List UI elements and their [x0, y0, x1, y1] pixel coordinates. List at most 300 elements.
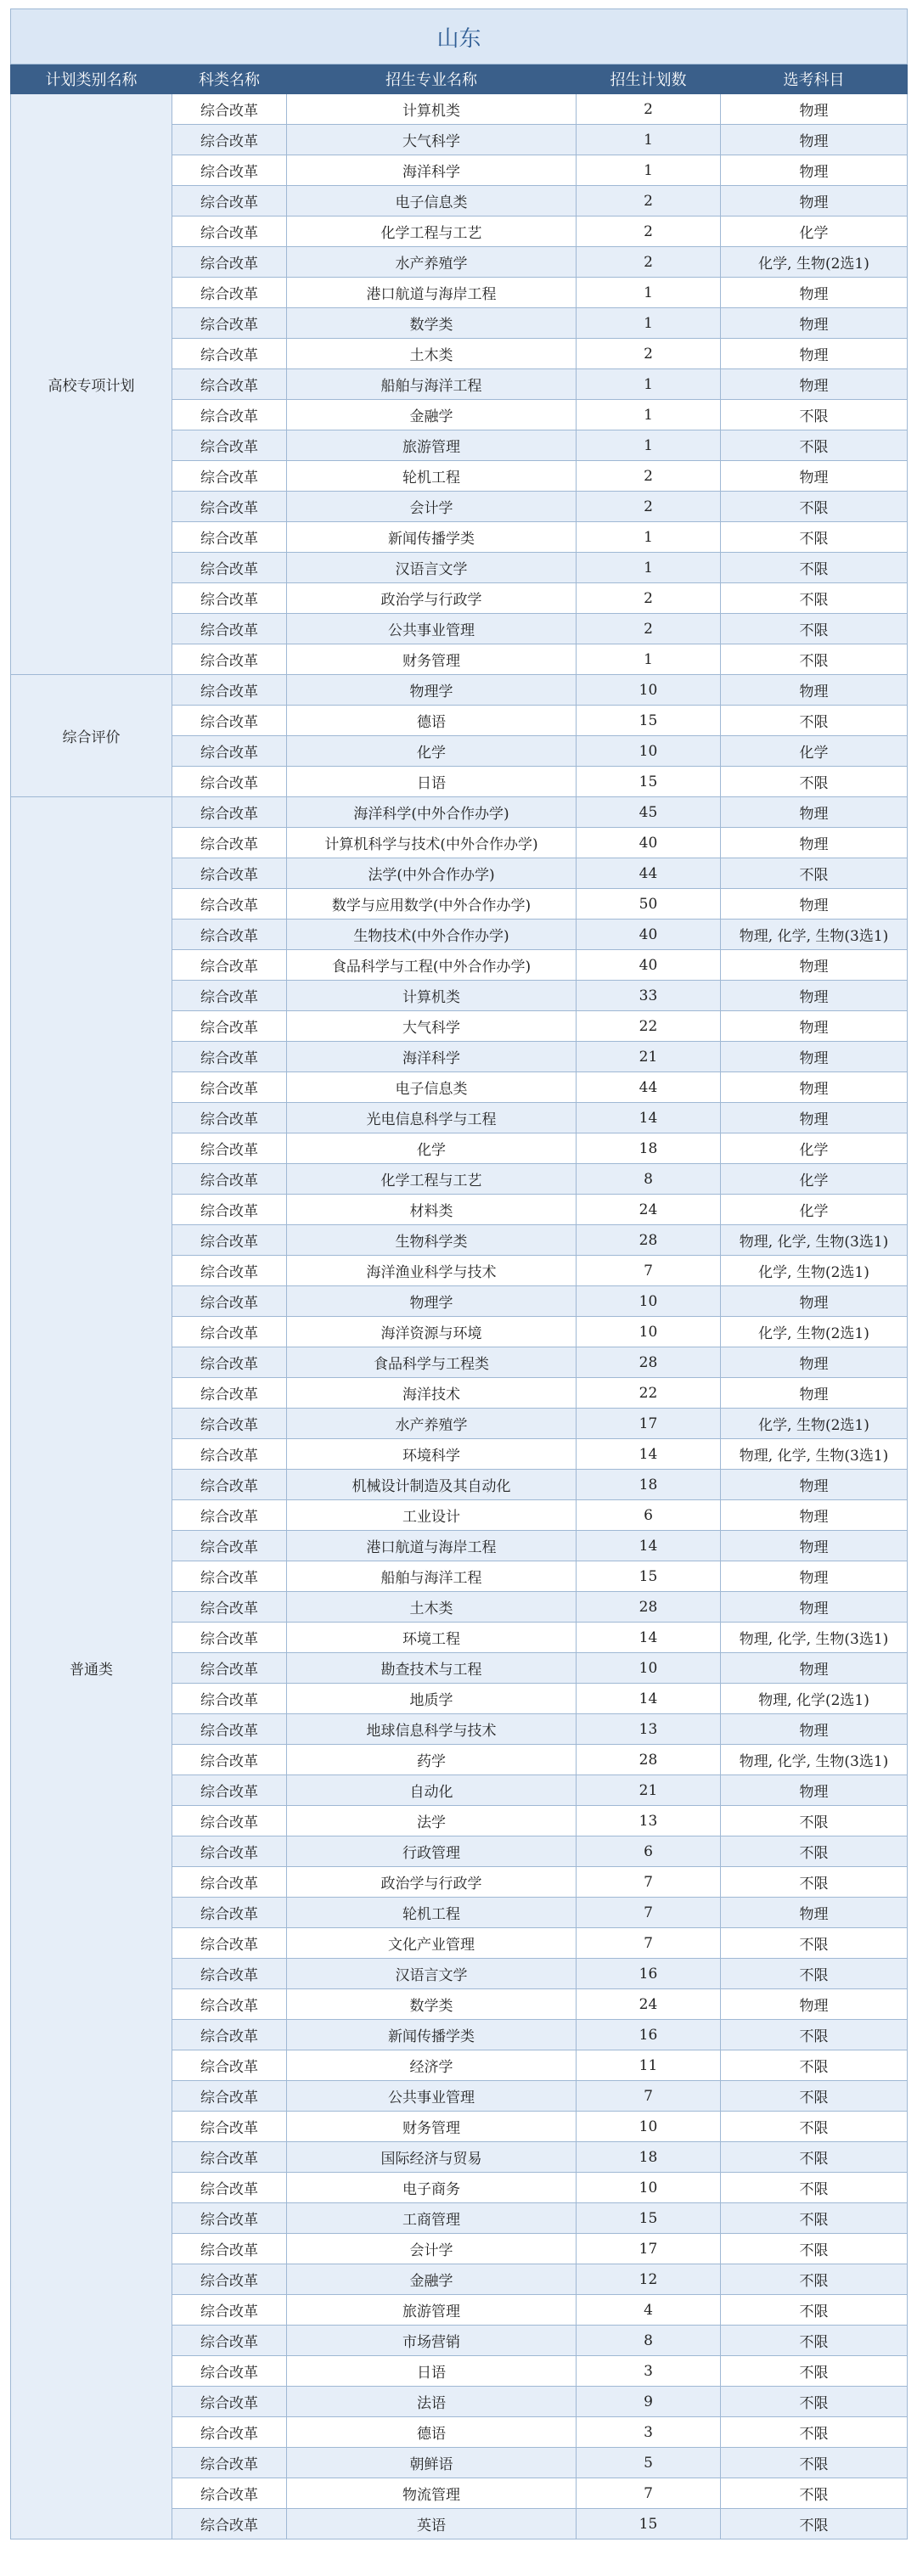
subject-type-cell: 综合改革 — [172, 461, 287, 492]
plan-category-cell: 普通类 — [11, 797, 172, 2539]
plan-count-cell: 45 — [577, 797, 721, 828]
elective-subjects-cell: 物理 — [721, 94, 908, 125]
major-name-cell: 汉语言文学 — [287, 1959, 577, 1989]
title-row — [11, 9, 908, 65]
plan-count-cell: 24 — [577, 1989, 721, 2020]
plan-count-cell: 18 — [577, 1470, 721, 1500]
major-name-cell: 德语 — [287, 2417, 577, 2448]
major-name-cell: 环境工程 — [287, 1623, 577, 1653]
major-name-cell: 地球信息科学与技术 — [287, 1714, 577, 1745]
subject-type-cell: 综合改革 — [172, 2203, 287, 2234]
plan-count-cell: 28 — [577, 1225, 721, 1256]
elective-subjects-cell: 不限 — [721, 583, 908, 614]
elective-subjects-cell: 物理 — [721, 1042, 908, 1072]
subject-type-cell: 综合改革 — [172, 2326, 287, 2356]
subject-type-cell: 综合改革 — [172, 1836, 287, 1867]
plan-count-cell: 10 — [577, 1286, 721, 1317]
plan-count-cell: 33 — [577, 981, 721, 1011]
elective-subjects-cell: 物理, 化学, 生物(3选1) — [721, 1225, 908, 1256]
subject-type-cell: 综合改革 — [172, 1775, 287, 1806]
plan-count-cell: 18 — [577, 2142, 721, 2173]
table-row — [11, 94, 908, 125]
header-subject-type: 科类名称 — [172, 65, 287, 94]
major-name-cell: 化学 — [287, 736, 577, 767]
major-name-cell: 海洋资源与环境 — [287, 1317, 577, 1347]
major-name-cell: 政治学与行政学 — [287, 583, 577, 614]
major-name-cell: 电子信息类 — [287, 186, 577, 217]
major-name-cell: 海洋科学 — [287, 155, 577, 186]
elective-subjects-cell: 不限 — [721, 2173, 908, 2203]
major-name-cell: 土木类 — [287, 1592, 577, 1623]
elective-subjects-cell: 物理, 化学, 生物(3选1) — [721, 920, 908, 950]
plan-count-cell: 6 — [577, 1836, 721, 1867]
elective-subjects-cell: 物理 — [721, 308, 908, 339]
elective-subjects-cell: 不限 — [721, 2234, 908, 2264]
plan-count-cell: 1 — [577, 553, 721, 583]
subject-type-cell: 综合改革 — [172, 1317, 287, 1347]
major-name-cell: 化学工程与工艺 — [287, 1164, 577, 1195]
plan-count-cell: 16 — [577, 2020, 721, 2050]
elective-subjects-cell: 物理 — [721, 1347, 908, 1378]
subject-type-cell: 综合改革 — [172, 1042, 287, 1072]
plan-count-cell: 3 — [577, 2417, 721, 2448]
elective-subjects-cell: 不限 — [721, 2142, 908, 2173]
plan-count-cell: 28 — [577, 1592, 721, 1623]
plan-count-cell: 4 — [577, 2295, 721, 2326]
plan-count-cell: 40 — [577, 950, 721, 981]
elective-subjects-cell: 物理 — [721, 1500, 908, 1531]
subject-type-cell: 综合改革 — [172, 675, 287, 706]
elective-subjects-cell: 不限 — [721, 2326, 908, 2356]
plan-count-cell: 1 — [577, 400, 721, 430]
elective-subjects-cell: 不限 — [721, 2203, 908, 2234]
subject-type-cell: 综合改革 — [172, 1256, 287, 1286]
major-name-cell: 电子信息类 — [287, 1072, 577, 1103]
major-name-cell: 海洋渔业科学与技术 — [287, 1256, 577, 1286]
major-name-cell: 物理学 — [287, 675, 577, 706]
elective-subjects-cell: 物理 — [721, 889, 908, 920]
major-name-cell: 海洋技术 — [287, 1378, 577, 1409]
subject-type-cell: 综合改革 — [172, 2020, 287, 2050]
subject-type-cell: 综合改革 — [172, 1133, 287, 1164]
elective-subjects-cell: 不限 — [721, 1836, 908, 1867]
subject-type-cell: 综合改革 — [172, 1561, 287, 1592]
elective-subjects-cell: 物理 — [721, 1714, 908, 1745]
major-name-cell: 经济学 — [287, 2050, 577, 2081]
major-name-cell: 法学(中外合作办学) — [287, 858, 577, 889]
subject-type-cell: 综合改革 — [172, 430, 287, 461]
plan-count-cell: 2 — [577, 461, 721, 492]
subject-type-cell: 综合改革 — [172, 2173, 287, 2203]
plan-count-cell: 40 — [577, 920, 721, 950]
plan-count-cell: 13 — [577, 1806, 721, 1836]
subject-type-cell: 综合改革 — [172, 920, 287, 950]
elective-subjects-cell: 物理 — [721, 675, 908, 706]
subject-type-cell: 综合改革 — [172, 858, 287, 889]
elective-subjects-cell: 物理 — [721, 950, 908, 981]
major-name-cell: 新闻传播学类 — [287, 522, 577, 553]
subject-type-cell: 综合改革 — [172, 2050, 287, 2081]
subject-type-cell: 综合改革 — [172, 1928, 287, 1959]
subject-type-cell: 综合改革 — [172, 125, 287, 155]
subject-type-cell: 综合改革 — [172, 1286, 287, 1317]
plan-count-cell: 14 — [577, 1684, 721, 1714]
plan-count-cell: 21 — [577, 1775, 721, 1806]
major-name-cell: 地质学 — [287, 1684, 577, 1714]
plan-count-cell: 18 — [577, 1133, 721, 1164]
subject-type-cell: 综合改革 — [172, 736, 287, 767]
elective-subjects-cell: 物理 — [721, 125, 908, 155]
major-name-cell: 计算机类 — [287, 94, 577, 125]
elective-subjects-cell: 物理 — [721, 278, 908, 308]
subject-type-cell: 综合改革 — [172, 186, 287, 217]
elective-subjects-cell: 物理 — [721, 1072, 908, 1103]
major-name-cell: 生物科学类 — [287, 1225, 577, 1256]
subject-type-cell: 综合改革 — [172, 1195, 287, 1225]
plan-category-cell: 综合评价 — [11, 675, 172, 797]
plan-count-cell: 1 — [577, 155, 721, 186]
subject-type-cell: 综合改革 — [172, 247, 287, 278]
elective-subjects-cell: 不限 — [721, 2417, 908, 2448]
plan-count-cell: 2 — [577, 339, 721, 369]
elective-subjects-cell: 物理 — [721, 1561, 908, 1592]
plan-count-cell: 10 — [577, 1317, 721, 1347]
header-plan-count: 招生计划数 — [577, 65, 721, 94]
major-name-cell: 物流管理 — [287, 2478, 577, 2509]
major-name-cell: 德语 — [287, 706, 577, 736]
major-name-cell: 行政管理 — [287, 1836, 577, 1867]
plan-count-cell: 9 — [577, 2387, 721, 2417]
subject-type-cell: 综合改革 — [172, 2448, 287, 2478]
elective-subjects-cell: 化学 — [721, 217, 908, 247]
plan-count-cell: 2 — [577, 583, 721, 614]
subject-type-cell: 综合改革 — [172, 889, 287, 920]
plan-count-cell: 28 — [577, 1347, 721, 1378]
major-name-cell: 旅游管理 — [287, 2295, 577, 2326]
elective-subjects-cell: 物理 — [721, 1103, 908, 1133]
plan-count-cell: 7 — [577, 1898, 721, 1928]
major-name-cell: 水产养殖学 — [287, 247, 577, 278]
subject-type-cell: 综合改革 — [172, 1745, 287, 1775]
plan-count-cell: 21 — [577, 1042, 721, 1072]
plan-count-cell: 50 — [577, 889, 721, 920]
elective-subjects-cell: 物理 — [721, 1775, 908, 1806]
major-name-cell: 自动化 — [287, 1775, 577, 1806]
plan-count-cell: 15 — [577, 2509, 721, 2539]
elective-subjects-cell: 物理 — [721, 1653, 908, 1684]
plan-count-cell: 1 — [577, 522, 721, 553]
major-name-cell: 新闻传播学类 — [287, 2020, 577, 2050]
major-name-cell: 化学 — [287, 1133, 577, 1164]
subject-type-cell: 综合改革 — [172, 492, 287, 522]
elective-subjects-cell: 不限 — [721, 492, 908, 522]
major-name-cell: 政治学与行政学 — [287, 1867, 577, 1898]
major-name-cell: 会计学 — [287, 492, 577, 522]
major-name-cell: 物理学 — [287, 1286, 577, 1317]
elective-subjects-cell: 物理 — [721, 1989, 908, 2020]
elective-subjects-cell: 不限 — [721, 2387, 908, 2417]
major-name-cell: 旅游管理 — [287, 430, 577, 461]
subject-type-cell: 综合改革 — [172, 1439, 287, 1470]
table-title: 山东 — [11, 9, 908, 65]
subject-type-cell: 综合改革 — [172, 767, 287, 797]
plan-count-cell: 15 — [577, 767, 721, 797]
subject-type-cell: 综合改革 — [172, 339, 287, 369]
table-row — [11, 675, 908, 706]
subject-type-cell: 综合改革 — [172, 797, 287, 828]
subject-type-cell: 综合改革 — [172, 1011, 287, 1042]
subject-type-cell: 综合改革 — [172, 1592, 287, 1623]
elective-subjects-cell: 物理 — [721, 1378, 908, 1409]
plan-count-cell: 16 — [577, 1959, 721, 1989]
subject-type-cell: 综合改革 — [172, 1378, 287, 1409]
major-name-cell: 朝鲜语 — [287, 2448, 577, 2478]
plan-count-cell: 8 — [577, 2326, 721, 2356]
subject-type-cell: 综合改革 — [172, 2356, 287, 2387]
elective-subjects-cell: 化学, 生物(2选1) — [721, 1409, 908, 1439]
subject-type-cell: 综合改革 — [172, 828, 287, 858]
major-name-cell: 金融学 — [287, 400, 577, 430]
major-name-cell: 水产养殖学 — [287, 1409, 577, 1439]
plan-count-cell: 15 — [577, 1561, 721, 1592]
major-name-cell: 公共事业管理 — [287, 614, 577, 644]
major-name-cell: 数学类 — [287, 1989, 577, 2020]
subject-type-cell: 综合改革 — [172, 2142, 287, 2173]
elective-subjects-cell: 不限 — [721, 706, 908, 736]
elective-subjects-cell: 化学, 生物(2选1) — [721, 1317, 908, 1347]
elective-subjects-cell: 不限 — [721, 2448, 908, 2478]
major-name-cell: 英语 — [287, 2509, 577, 2539]
plan-count-cell: 11 — [577, 2050, 721, 2081]
plan-count-cell: 1 — [577, 278, 721, 308]
subject-type-cell: 综合改革 — [172, 1500, 287, 1531]
subject-type-cell: 综合改革 — [172, 950, 287, 981]
plan-count-cell: 44 — [577, 858, 721, 889]
elective-subjects-cell: 物理 — [721, 186, 908, 217]
major-name-cell: 大气科学 — [287, 1011, 577, 1042]
elective-subjects-cell: 不限 — [721, 2020, 908, 2050]
plan-count-cell: 1 — [577, 125, 721, 155]
subject-type-cell: 综合改革 — [172, 1225, 287, 1256]
elective-subjects-cell: 不限 — [721, 1959, 908, 1989]
elective-subjects-cell: 不限 — [721, 1806, 908, 1836]
major-name-cell: 港口航道与海岸工程 — [287, 278, 577, 308]
subject-type-cell: 综合改革 — [172, 2478, 287, 2509]
plan-count-cell: 8 — [577, 1164, 721, 1195]
subject-type-cell: 综合改革 — [172, 644, 287, 675]
subject-type-cell: 综合改革 — [172, 1653, 287, 1684]
subject-type-cell: 综合改革 — [172, 2417, 287, 2448]
subject-type-cell: 综合改革 — [172, 217, 287, 247]
plan-count-cell: 13 — [577, 1714, 721, 1745]
elective-subjects-cell: 不限 — [721, 400, 908, 430]
subject-type-cell: 综合改革 — [172, 308, 287, 339]
plan-count-cell: 14 — [577, 1531, 721, 1561]
subject-type-cell: 综合改革 — [172, 2112, 287, 2142]
subject-type-cell: 综合改革 — [172, 1164, 287, 1195]
header-row — [11, 65, 908, 94]
plan-count-cell: 10 — [577, 736, 721, 767]
elective-subjects-cell: 化学, 生物(2选1) — [721, 1256, 908, 1286]
elective-subjects-cell: 不限 — [721, 1867, 908, 1898]
plan-count-cell: 12 — [577, 2264, 721, 2295]
subject-type-cell: 综合改革 — [172, 1072, 287, 1103]
major-name-cell: 船舶与海洋工程 — [287, 1561, 577, 1592]
subject-type-cell: 综合改革 — [172, 1959, 287, 1989]
elective-subjects-cell: 物理 — [721, 1286, 908, 1317]
major-name-cell: 工业设计 — [287, 1500, 577, 1531]
plan-count-cell: 14 — [577, 1623, 721, 1653]
elective-subjects-cell: 不限 — [721, 2112, 908, 2142]
major-name-cell: 文化产业管理 — [287, 1928, 577, 1959]
plan-count-cell: 2 — [577, 614, 721, 644]
major-name-cell: 数学类 — [287, 308, 577, 339]
major-name-cell: 公共事业管理 — [287, 2081, 577, 2112]
subject-type-cell: 综合改革 — [172, 2387, 287, 2417]
plan-count-cell: 17 — [577, 2234, 721, 2264]
major-name-cell: 电子商务 — [287, 2173, 577, 2203]
plan-count-cell: 24 — [577, 1195, 721, 1225]
elective-subjects-cell: 化学 — [721, 1133, 908, 1164]
elective-subjects-cell: 物理 — [721, 369, 908, 400]
subject-type-cell: 综合改革 — [172, 1989, 287, 2020]
major-name-cell: 数学与应用数学(中外合作办学) — [287, 889, 577, 920]
header-plan-category: 计划类别名称 — [11, 65, 172, 94]
plan-count-cell: 6 — [577, 1500, 721, 1531]
plan-count-cell: 15 — [577, 2203, 721, 2234]
major-name-cell: 化学工程与工艺 — [287, 217, 577, 247]
major-name-cell: 会计学 — [287, 2234, 577, 2264]
plan-count-cell: 14 — [577, 1103, 721, 1133]
subject-type-cell: 综合改革 — [172, 2264, 287, 2295]
elective-subjects-cell: 物理, 化学, 生物(3选1) — [721, 1745, 908, 1775]
major-name-cell: 土木类 — [287, 339, 577, 369]
plan-count-cell: 17 — [577, 1409, 721, 1439]
subject-type-cell: 综合改革 — [172, 1623, 287, 1653]
major-name-cell: 勘查技术与工程 — [287, 1653, 577, 1684]
major-name-cell: 法语 — [287, 2387, 577, 2417]
subject-type-cell: 综合改革 — [172, 2081, 287, 2112]
header-major-name: 招生专业名称 — [287, 65, 577, 94]
plan-count-cell: 10 — [577, 2173, 721, 2203]
subject-type-cell: 综合改革 — [172, 1103, 287, 1133]
major-name-cell: 计算机类 — [287, 981, 577, 1011]
elective-subjects-cell: 物理 — [721, 797, 908, 828]
elective-subjects-cell: 不限 — [721, 2050, 908, 2081]
plan-count-cell: 22 — [577, 1378, 721, 1409]
elective-subjects-cell: 物理, 化学, 生物(3选1) — [721, 1439, 908, 1470]
major-name-cell: 轮机工程 — [287, 461, 577, 492]
major-name-cell: 法学 — [287, 1806, 577, 1836]
plan-count-cell: 2 — [577, 186, 721, 217]
elective-subjects-cell: 不限 — [721, 553, 908, 583]
subject-type-cell: 综合改革 — [172, 94, 287, 125]
elective-subjects-cell: 不限 — [721, 2356, 908, 2387]
elective-subjects-cell: 物理 — [721, 155, 908, 186]
elective-subjects-cell: 物理 — [721, 828, 908, 858]
elective-subjects-cell: 物理 — [721, 981, 908, 1011]
major-name-cell: 海洋科学(中外合作办学) — [287, 797, 577, 828]
major-name-cell: 市场营销 — [287, 2326, 577, 2356]
major-name-cell: 大气科学 — [287, 125, 577, 155]
elective-subjects-cell: 化学 — [721, 1164, 908, 1195]
elective-subjects-cell: 不限 — [721, 767, 908, 797]
plan-count-cell: 22 — [577, 1011, 721, 1042]
subject-type-cell: 综合改革 — [172, 614, 287, 644]
plan-count-cell: 7 — [577, 1256, 721, 1286]
subject-type-cell: 综合改革 — [172, 706, 287, 736]
plan-category-cell: 高校专项计划 — [11, 94, 172, 675]
plan-count-cell: 10 — [577, 1653, 721, 1684]
subject-type-cell: 综合改革 — [172, 1898, 287, 1928]
major-name-cell: 港口航道与海岸工程 — [287, 1531, 577, 1561]
plan-count-cell: 2 — [577, 492, 721, 522]
subject-type-cell: 综合改革 — [172, 1409, 287, 1439]
elective-subjects-cell: 物理 — [721, 1011, 908, 1042]
elective-subjects-cell: 物理, 化学, 生物(3选1) — [721, 1623, 908, 1653]
elective-subjects-cell: 不限 — [721, 2081, 908, 2112]
elective-subjects-cell: 化学 — [721, 736, 908, 767]
elective-subjects-cell: 化学 — [721, 1195, 908, 1225]
subject-type-cell: 综合改革 — [172, 522, 287, 553]
subject-type-cell: 综合改革 — [172, 981, 287, 1011]
elective-subjects-cell: 不限 — [721, 644, 908, 675]
major-name-cell: 食品科学与工程(中外合作办学) — [287, 950, 577, 981]
plan-count-cell: 2 — [577, 217, 721, 247]
elective-subjects-cell: 不限 — [721, 522, 908, 553]
subject-type-cell: 综合改革 — [172, 400, 287, 430]
subject-type-cell: 综合改革 — [172, 1806, 287, 1836]
elective-subjects-cell: 物理 — [721, 1592, 908, 1623]
elective-subjects-cell: 物理 — [721, 339, 908, 369]
plan-count-cell: 5 — [577, 2448, 721, 2478]
subject-type-cell: 综合改革 — [172, 2295, 287, 2326]
major-name-cell: 船舶与海洋工程 — [287, 369, 577, 400]
elective-subjects-cell: 不限 — [721, 614, 908, 644]
major-name-cell: 生物技术(中外合作办学) — [287, 920, 577, 950]
plan-count-cell: 44 — [577, 1072, 721, 1103]
major-name-cell: 汉语言文学 — [287, 553, 577, 583]
subject-type-cell: 综合改革 — [172, 553, 287, 583]
major-name-cell: 金融学 — [287, 2264, 577, 2295]
elective-subjects-cell: 物理 — [721, 1531, 908, 1561]
plan-count-cell: 1 — [577, 308, 721, 339]
plan-count-cell: 1 — [577, 369, 721, 400]
elective-subjects-cell: 物理 — [721, 461, 908, 492]
header-elective-subjects: 选考科目 — [721, 65, 908, 94]
subject-type-cell: 综合改革 — [172, 583, 287, 614]
plan-count-cell: 10 — [577, 675, 721, 706]
major-name-cell: 国际经济与贸易 — [287, 2142, 577, 2173]
elective-subjects-cell: 不限 — [721, 2509, 908, 2539]
plan-count-cell: 40 — [577, 828, 721, 858]
enrollment-plan-table — [10, 8, 907, 2539]
plan-count-cell: 14 — [577, 1439, 721, 1470]
elective-subjects-cell: 不限 — [721, 430, 908, 461]
major-name-cell: 轮机工程 — [287, 1898, 577, 1928]
elective-subjects-cell: 物理, 化学(2选1) — [721, 1684, 908, 1714]
elective-subjects-cell: 不限 — [721, 858, 908, 889]
subject-type-cell: 综合改革 — [172, 369, 287, 400]
major-name-cell: 材料类 — [287, 1195, 577, 1225]
plan-count-cell: 3 — [577, 2356, 721, 2387]
subject-type-cell: 综合改革 — [172, 1347, 287, 1378]
plan-count-cell: 2 — [577, 247, 721, 278]
major-name-cell: 食品科学与工程类 — [287, 1347, 577, 1378]
plan-count-cell: 7 — [577, 1928, 721, 1959]
elective-subjects-cell: 不限 — [721, 2478, 908, 2509]
subject-type-cell: 综合改革 — [172, 278, 287, 308]
